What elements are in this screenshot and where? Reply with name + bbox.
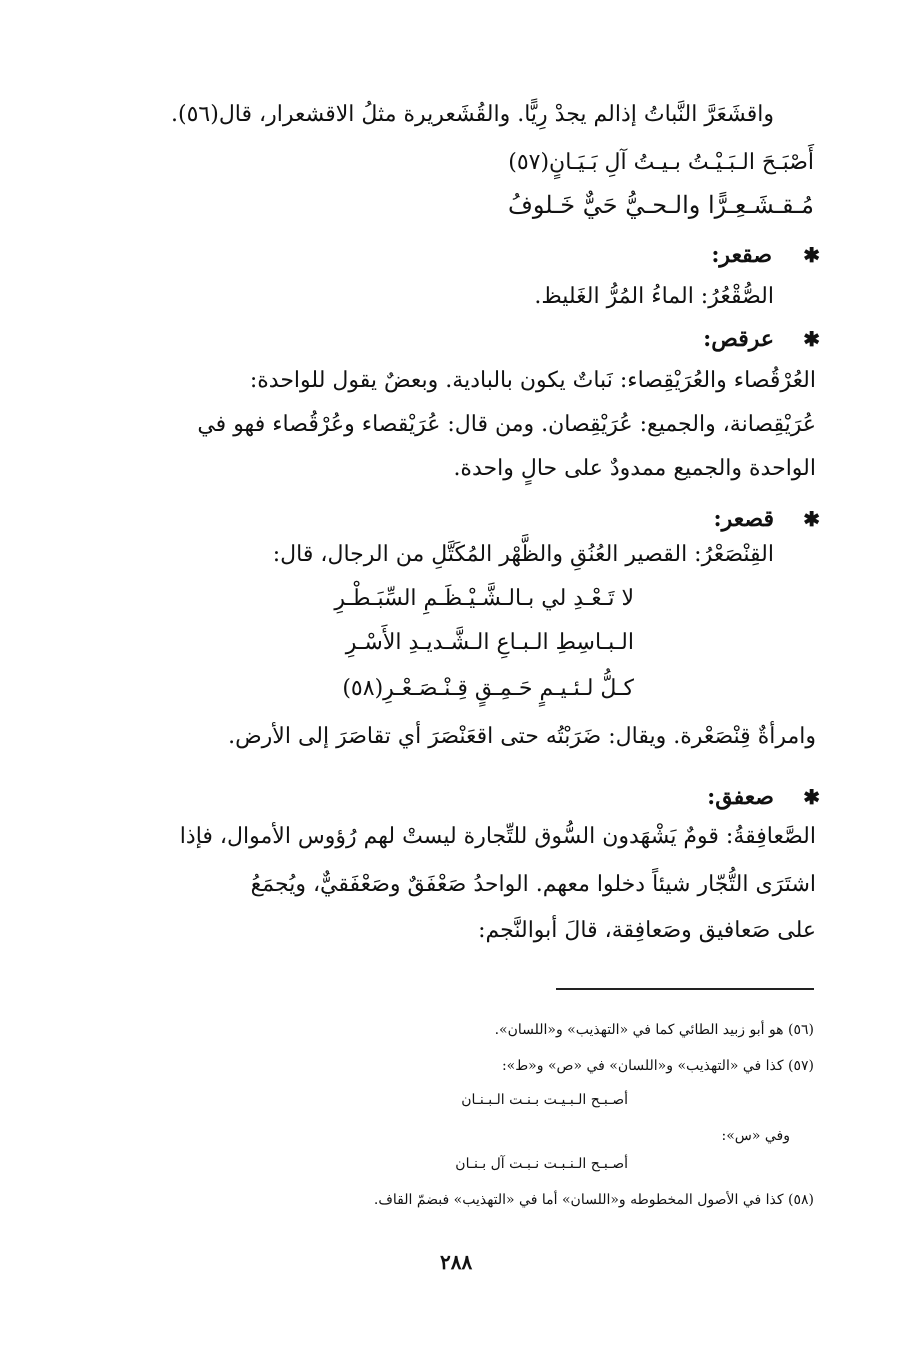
definition-line: الصُّقْعُرُ: الماءُ المُرُّ الغَليظ. [534,284,774,309]
poem-verse: لا تَـعْـدِ لي بـالـشَّـيْـظَـمِ السِّبَـطْـرِ [334,586,634,611]
definition-line: العُرْقُصاء والعُرَيْقِصاء: نَباتٌ يكون بالبادية. وبعضٌ يقول للواحدة: [249,368,816,393]
definition-line: وامرأةٌ قِنْصَعْرة. ويقال: ضَرَبْتُه حتى اقعَنْصَرَ أي تقاصَرَ إلى الأرض. [228,724,816,749]
definition-line: الصَّعافِقةُ: قومٌ يَشْهَدون السُّوق للتِّجارة ليستْ لهم رُؤوس الأموال، فإذا [179,824,816,849]
entry-heading: صعفق: [707,784,774,810]
page-number: ٢٨٨ [440,1250,473,1274]
footnote-separator [556,988,814,990]
entry-star-icon: ✱ [803,785,820,809]
text-line: واقشَعَرَّ النَّباتُ إذالم يجدْ رِيًّا. والقُشَعريرة مثلُ الاقشعرار، قال(٥٦). [171,102,774,127]
definition-line: القِنْصَعْرُ: القصير العُنُقِ والظَّهْر المُكَتَّلِ من الرجال، قال: [272,542,774,567]
footnote-verse: أصـبـح الـنـبـت نـبـت آل بـنـان [455,1156,628,1172]
footnote: (٥٨) كذا في الأصول المخطوطه و«اللسان» أما في «التهذيب» فبضمّ القاف. [373,1192,814,1208]
entry-heading: قصعر: [713,506,774,532]
footnote: وفي «س»: [721,1128,790,1144]
poem-verse: مُـقـشَـعِـرًّا والـحـيُّ حَيٌّ خَـلوفُ [508,191,814,219]
entry-star-icon: ✱ [803,243,820,267]
definition-line: اشتَرَى التُّجّار شيئاً دخلوا معهم. الواحدُ صَعْفَقٌ وصَعْفَقيٌّ، ويُجمَعُ [250,872,816,897]
footnote: (٥٧) كذا في «التهذيب» و«اللسان» في «ص» و«ط»: [501,1058,814,1074]
footnote-verse: أصـبـح الـبـيـت بـنـت الـبـنـان [461,1092,628,1108]
footnote: (٥٦) هو أبو زبيد الطائي كما في «التهذيب» و«اللسان». [494,1022,814,1038]
definition-line: الواحدة والجميع ممدودٌ على حالٍ واحدة. [453,456,816,481]
entry-heading: عرقص: [703,326,774,352]
entry-heading: صقعر: [711,242,772,268]
entry-star-icon: ✱ [803,507,820,531]
poem-verse: كـلُّ لـئـيـمٍ حَـمِـقٍ قِـنْـصَـعْـرِ(٥٨) [342,676,634,701]
poem-verse: الـبـاسِطِ الـبـاعِ الـشَّـديـدِ الأَسْـرِ [345,630,634,655]
poem-verse: أَصْبَـحَ الـبَـيْـتُ بـيـتُ آلِ بَـيَـانٍ(٥٧) [508,150,814,175]
definition-line: على صَعافيق وصَعافِقة، قالَ أبوالنَّجم: [478,918,816,943]
definition-line: عُرَيْقِصانة، والجميع: عُرَيْقِصان. ومن قال: عُرَيْقصاء وعُرْقُصاء فهو في [197,412,816,437]
entry-star-icon: ✱ [803,327,820,351]
